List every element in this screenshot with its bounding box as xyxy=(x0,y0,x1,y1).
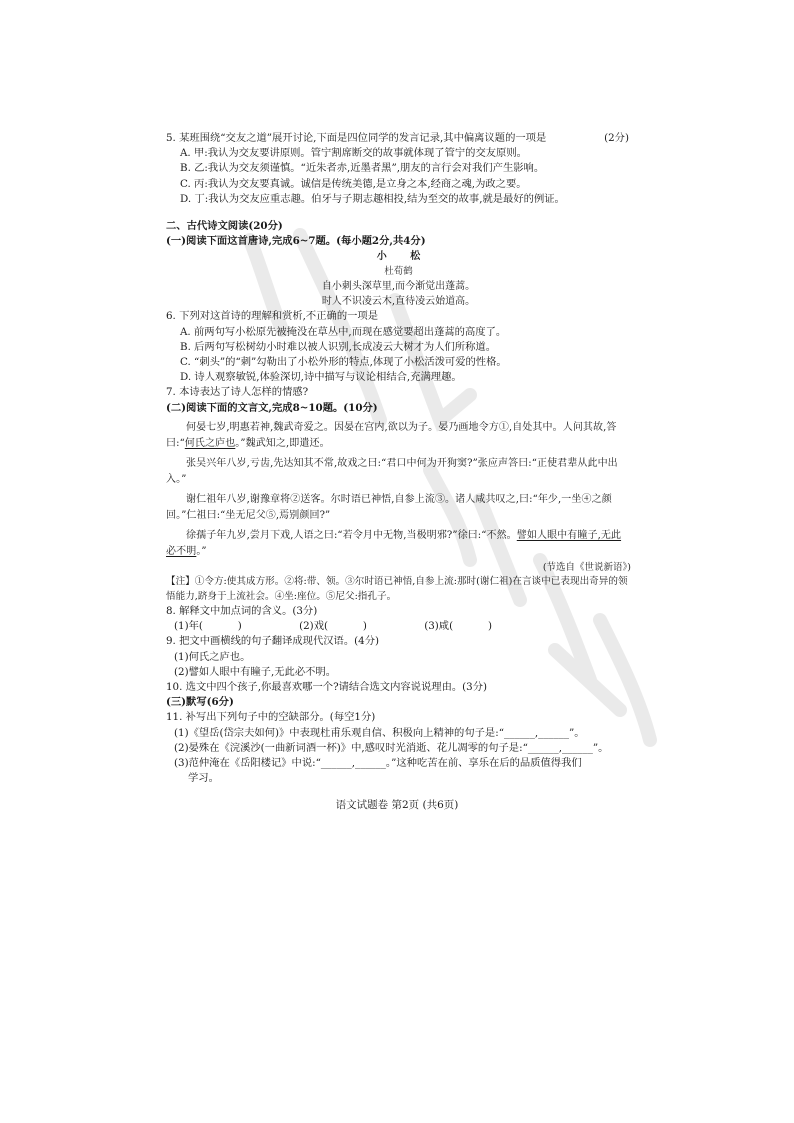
poem-block xyxy=(166,249,631,309)
q8-item: (2)戏( xyxy=(299,620,329,633)
passage-note: 【注】①令方:使其成方形。②将:带、领。③尔时语已神悟,自参上流:那时(谢仁祖)在言谈中已表现出奇异的领悟能力,跻身于上流社会。④坐:座位。⑤尼父:指孔子。 xyxy=(166,576,628,602)
question-7: 7. 本诗表达了诗人怎样的情感? xyxy=(166,386,309,399)
q8-item: (1)年( xyxy=(174,620,203,633)
part-1-title: (一)阅读下面这首唐诗,完成6~7题。(每小题2分,共4分) xyxy=(166,235,426,248)
passage-text: 徐孺子年九岁,尝月下戏,人语之曰:“若令月中无物,当极明邪?”徐曰:“不然。 xyxy=(186,529,517,541)
poem-line: 时人不识凌云木,直待凌云始道高。 xyxy=(321,296,476,308)
question-11-item: (1)《望岳(岱宗夫如何)》中表现杜甫乐观自信、积极向上精神的句子是:“______,______”。 xyxy=(174,726,585,739)
question-5-stem xyxy=(166,131,631,146)
part-2-title: (二)阅读下面的文言文,完成8~10题。(10分) xyxy=(166,401,378,414)
poem-author: 杜荀鹤 xyxy=(384,266,413,278)
passage-text: 。”魏武知之,即遣还。 xyxy=(235,437,330,449)
q8-blank: ) xyxy=(457,620,493,633)
q5-option-b: B. 乙:我认为交友须谨慎。“近朱者赤,近墨者黑”,朋友的言行会对我们产生影响。 xyxy=(180,162,545,175)
passage-paragraph xyxy=(166,456,631,488)
question-5-text: 5. 某班围绕“交友之道”展开讨论,下面是四位同学的发言记录,其中偏离议题的一项是 xyxy=(166,132,547,144)
q6-option-d: D. 诗人观察敏锐,体验深切,诗中描写与议论相结合,充满理趣。 xyxy=(180,371,462,384)
question-10: 10. 选文中四个孩子,你最喜欢哪一个?请结合选文内容说说理由。(3分) xyxy=(166,681,488,694)
part-3-title: (三)默写(6分) xyxy=(166,696,234,709)
question-5-score: (2分) xyxy=(604,132,629,144)
question-11-stem: 11. 补写出下列句子中的空缺部分。(每空1分) xyxy=(166,711,376,724)
passage-paragraph xyxy=(166,528,631,560)
page-footer: 语文试题卷 第2页 (共6页) xyxy=(335,799,459,811)
q5-option-a: A. 甲:我认为交友要讲原则。管宁割席断交的故事就体现了管宁的交友原则。 xyxy=(180,147,527,160)
poem-line: 自小刺头深草里,而今渐觉出蓬蒿。 xyxy=(321,281,476,293)
passage-text: 何晏七岁,明惠若神,魏武奇爱之。因晏在宫内,欲以为子。晏乃画地令方①,自处其中。人问其故,答曰:“ xyxy=(166,421,617,449)
q6-option-c: C. “刺头”的“刺”勾勒出了小松外形的特点,体现了小松活泼可爱的性格。 xyxy=(180,356,507,369)
question-9-stem: 9. 把文中画横线的句子翻译成现代汉语。(4分) xyxy=(166,635,380,648)
passage-source: (节选自《世说新语》) xyxy=(542,561,631,573)
q5-option-d: D. 丁:我认为交友应重志趣。伯牙与子期志趣相投,结为至交的故事,就是最好的例证。 xyxy=(180,192,565,205)
q8-item: (3)咸( xyxy=(424,620,454,633)
q5-option-c: C. 丙:我认为交友要真诚。诚信是传统美德,是立身之本,经商之魂,为政之要。 xyxy=(180,177,527,190)
question-8-items xyxy=(166,619,631,634)
question-11-tail: 学习。 xyxy=(188,772,219,785)
underlined-sentence: 譬如人眼中有瞳子,无此必不明 xyxy=(166,529,622,557)
passage-text: 。” xyxy=(196,545,207,557)
underlined-sentence: 何氏之庐也 xyxy=(184,437,236,449)
passage-paragraph xyxy=(166,492,631,524)
q6-option-a: A. 前两句写小松原先被掩没在草丛中,而现在感觉要超出蓬蒿的高度了。 xyxy=(180,325,507,338)
q8-blank: ) xyxy=(206,620,242,633)
question-6-stem: 6. 下列对这首诗的理解和赏析,不正确的一项是 xyxy=(166,310,379,323)
poem-title: 小 松 xyxy=(376,251,431,263)
q6-option-b: B. 后两句写松树幼小时难以被人识别,长成凌云大树才为人们所称道。 xyxy=(180,340,496,353)
question-9-item: (1)何氏之庐也。 xyxy=(174,650,251,663)
question-11-item: (2)晏殊在《浣溪沙(一曲新词酒一杯)》中,感叹时光消逝、花儿凋零的句子是:“______,______”。 xyxy=(174,741,609,754)
exam-page xyxy=(166,131,631,786)
question-8-stem: 8. 解释文中加点词的含义。(3分) xyxy=(166,605,318,618)
section-2-title: 二、古代诗文阅读(20分) xyxy=(166,220,283,233)
passage-paragraph xyxy=(166,420,631,452)
q8-blank: ) xyxy=(332,620,367,633)
passage-text: 张吴兴年八岁,亏齿,先达知其不常,故戏之曰:“君口中何为开狗窦?”张应声答曰:“正使君辈从此中出入。” xyxy=(166,457,618,485)
question-11-item: (3)范仲淹在《岳阳楼记》中说:“______,______。”这种吃苦在前、享乐在后的品质值得我们 xyxy=(174,757,582,770)
passage-text: 谢仁祖年八岁,谢豫章将②送客。尔时语已神悟,自参上流③。诸人咸共叹之,曰:“年少,一坐④之颜回。”仁祖曰:“坐无尼父⑤,焉别颜回?” xyxy=(166,493,612,521)
question-9-item: (2)譬如人眼中有瞳子,无此必不明。 xyxy=(174,665,337,678)
